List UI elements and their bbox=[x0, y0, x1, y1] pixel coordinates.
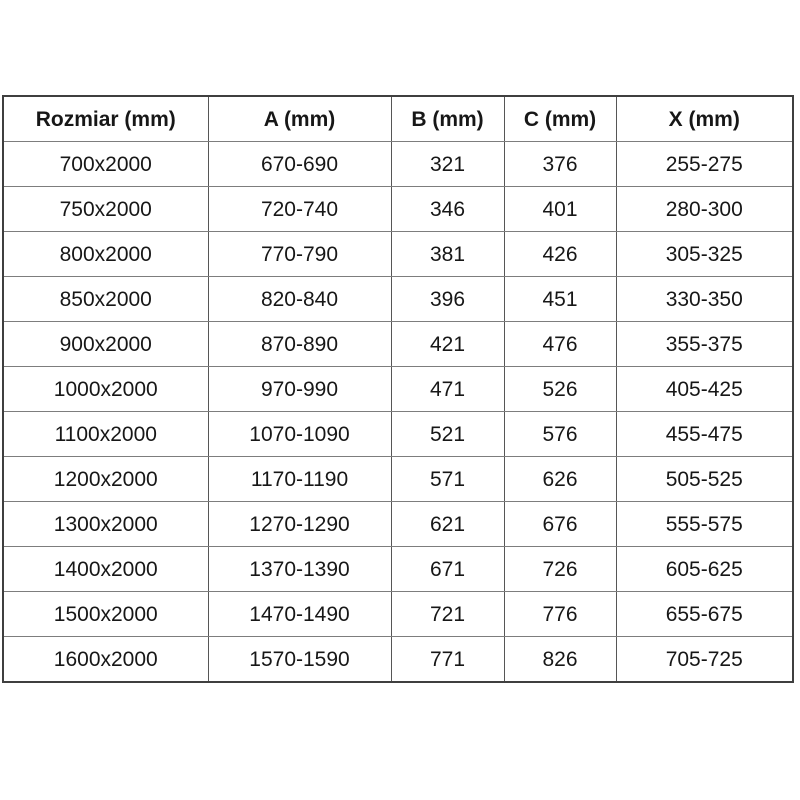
column-header-x: X (mm) bbox=[616, 96, 793, 142]
cell-a: 820-840 bbox=[208, 277, 391, 322]
cell-c: 626 bbox=[504, 457, 616, 502]
cell-c: 401 bbox=[504, 187, 616, 232]
cell-a: 1170-1190 bbox=[208, 457, 391, 502]
cell-rozmiar: 1200x2000 bbox=[3, 457, 208, 502]
cell-a: 720-740 bbox=[208, 187, 391, 232]
cell-x: 455-475 bbox=[616, 412, 793, 457]
cell-c: 451 bbox=[504, 277, 616, 322]
header-row bbox=[3, 96, 793, 142]
cell-rozmiar: 850x2000 bbox=[3, 277, 208, 322]
column-header-rozmiar: Rozmiar (mm) bbox=[3, 96, 208, 142]
cell-x: 255-275 bbox=[616, 142, 793, 187]
cell-rozmiar: 700x2000 bbox=[3, 142, 208, 187]
cell-x: 705-725 bbox=[616, 637, 793, 683]
table-row bbox=[3, 322, 793, 367]
cell-x: 655-675 bbox=[616, 592, 793, 637]
cell-x: 555-575 bbox=[616, 502, 793, 547]
cell-a: 1370-1390 bbox=[208, 547, 391, 592]
cell-c: 776 bbox=[504, 592, 616, 637]
cell-b: 771 bbox=[391, 637, 504, 683]
size-spec-table bbox=[2, 95, 794, 683]
cell-c: 676 bbox=[504, 502, 616, 547]
table-row bbox=[3, 592, 793, 637]
table-row bbox=[3, 367, 793, 412]
cell-b: 721 bbox=[391, 592, 504, 637]
cell-a: 1070-1090 bbox=[208, 412, 391, 457]
cell-c: 426 bbox=[504, 232, 616, 277]
cell-b: 671 bbox=[391, 547, 504, 592]
cell-x: 355-375 bbox=[616, 322, 793, 367]
cell-rozmiar: 1000x2000 bbox=[3, 367, 208, 412]
cell-x: 605-625 bbox=[616, 547, 793, 592]
cell-x: 280-300 bbox=[616, 187, 793, 232]
cell-b: 396 bbox=[391, 277, 504, 322]
cell-b: 421 bbox=[391, 322, 504, 367]
cell-c: 726 bbox=[504, 547, 616, 592]
cell-b: 346 bbox=[391, 187, 504, 232]
cell-c: 526 bbox=[504, 367, 616, 412]
cell-b: 321 bbox=[391, 142, 504, 187]
cell-x: 305-325 bbox=[616, 232, 793, 277]
cell-a: 1270-1290 bbox=[208, 502, 391, 547]
cell-rozmiar: 1100x2000 bbox=[3, 412, 208, 457]
table-row bbox=[3, 637, 793, 683]
cell-x: 505-525 bbox=[616, 457, 793, 502]
cell-x: 330-350 bbox=[616, 277, 793, 322]
cell-a: 770-790 bbox=[208, 232, 391, 277]
cell-a: 970-990 bbox=[208, 367, 391, 412]
cell-c: 376 bbox=[504, 142, 616, 187]
cell-a: 670-690 bbox=[208, 142, 391, 187]
cell-b: 621 bbox=[391, 502, 504, 547]
table-row bbox=[3, 232, 793, 277]
size-table-body bbox=[3, 142, 793, 683]
table-row bbox=[3, 277, 793, 322]
cell-a: 1570-1590 bbox=[208, 637, 391, 683]
cell-rozmiar: 800x2000 bbox=[3, 232, 208, 277]
cell-c: 576 bbox=[504, 412, 616, 457]
cell-b: 571 bbox=[391, 457, 504, 502]
cell-c: 826 bbox=[504, 637, 616, 683]
cell-rozmiar: 900x2000 bbox=[3, 322, 208, 367]
cell-c: 476 bbox=[504, 322, 616, 367]
column-header-a: A (mm) bbox=[208, 96, 391, 142]
cell-rozmiar: 1300x2000 bbox=[3, 502, 208, 547]
size-table-header bbox=[3, 96, 793, 142]
cell-rozmiar: 1600x2000 bbox=[3, 637, 208, 683]
cell-b: 381 bbox=[391, 232, 504, 277]
table-row bbox=[3, 142, 793, 187]
table-row bbox=[3, 187, 793, 232]
cell-x: 405-425 bbox=[616, 367, 793, 412]
cell-b: 521 bbox=[391, 412, 504, 457]
table-row bbox=[3, 457, 793, 502]
cell-rozmiar: 1500x2000 bbox=[3, 592, 208, 637]
table-row bbox=[3, 412, 793, 457]
column-header-c: C (mm) bbox=[504, 96, 616, 142]
column-header-b: B (mm) bbox=[391, 96, 504, 142]
cell-rozmiar: 1400x2000 bbox=[3, 547, 208, 592]
cell-a: 1470-1490 bbox=[208, 592, 391, 637]
cell-b: 471 bbox=[391, 367, 504, 412]
cell-a: 870-890 bbox=[208, 322, 391, 367]
table-row bbox=[3, 547, 793, 592]
cell-rozmiar: 750x2000 bbox=[3, 187, 208, 232]
table-row bbox=[3, 502, 793, 547]
